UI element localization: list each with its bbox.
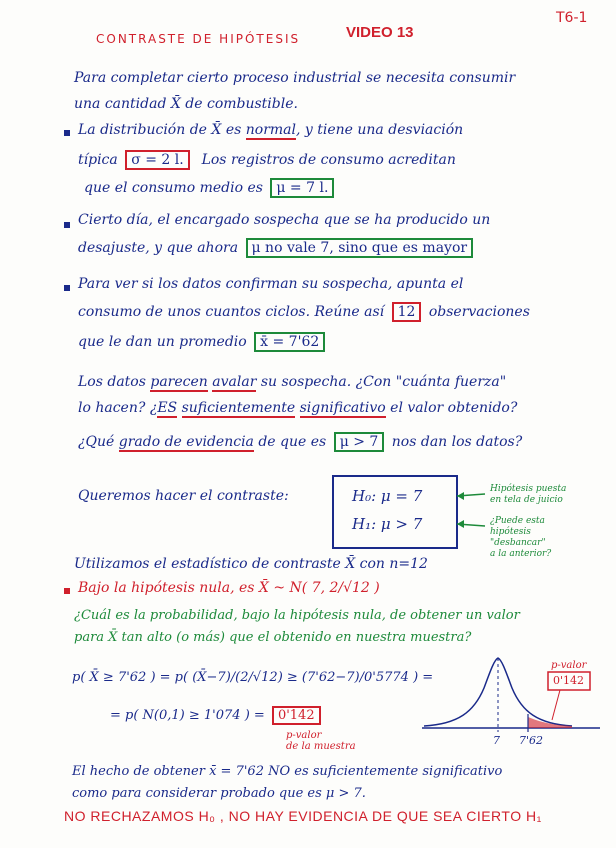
intro-line-1: Para completar cierto proceso industrial se necesita consumir	[74, 70, 516, 86]
mugt-box: μ > 7	[334, 432, 385, 452]
test-intro: Queremos hacer el contraste:	[78, 488, 289, 504]
q-parecen: parecen	[150, 374, 208, 390]
bullet-4	[64, 588, 70, 594]
p1-text-a: La distribución de X̄ es	[78, 122, 242, 138]
q-text-3a: ¿Qué	[78, 434, 115, 450]
graph-pvalue-label: p-valor	[551, 660, 587, 671]
q-es: ES	[157, 400, 178, 416]
h0-note	[490, 484, 566, 506]
p1-text-e: que el consumo medio es	[84, 180, 263, 196]
p1-text-b: , y tiene una desviación	[296, 122, 464, 138]
graph-x-tick: 7'62	[519, 734, 544, 747]
h1-note	[490, 516, 551, 560]
conclusion-verdict: NO RECHAZAMOS H₀ , NO HAY EVIDENCIA DE QUE SEA CIERTO H₁	[64, 808, 542, 824]
hypothesis-arrows	[455, 484, 489, 540]
stat-question-1: ¿Cuál es la probabilidad, bajo la hipótesis nula, de obtener un valor	[74, 608, 520, 623]
pvalue-note-line-1: p-valor	[286, 730, 322, 741]
q-text-1a: Los datos	[78, 374, 146, 390]
calc-text-2: = p( N(0,1) ≥ 1'074 ) =	[110, 708, 265, 723]
q-line-3	[78, 432, 522, 452]
bullet-2	[64, 222, 70, 228]
pvalue-note-line-2: de la muestra	[286, 741, 356, 752]
h0-note-line-1: Hipótesis puesta	[490, 484, 567, 494]
p3-line-1: Para ver si los datos confirman su sospecha, apunta el	[78, 276, 464, 292]
bullet-3	[64, 285, 70, 291]
normal-curve-graph	[418, 644, 604, 744]
calc-line-1: p( X̄ ≥ 7'62 ) = p( (X̄−7)/(2/√12) ≥ (7'62−7)/0'5774 ) =	[72, 670, 434, 685]
conclusion-line-1: El hecho de obtener x̄ = 7'62 NO es suficientemente significativo	[72, 764, 503, 779]
sigma-box: σ = 2 l.	[125, 150, 189, 170]
bullet-1	[64, 130, 70, 136]
h1-note-line-4: a la anterior?	[490, 549, 552, 559]
page-tag: T6-1	[556, 10, 588, 26]
p3-text-b: consumo de unos cuantos ciclos. Reúne así	[78, 304, 385, 320]
q-line-1	[78, 374, 506, 390]
stat-question-2: para X̄ tan alto (o más) que el obtenido en nuestra muestra?	[74, 630, 472, 645]
q-text-1b: su sospecha. ¿Con "cuánta fuerza"	[260, 374, 507, 390]
calc-line-2	[110, 706, 324, 725]
graph-mu-tick: 7	[493, 734, 500, 747]
q-significativo: significativo	[299, 400, 386, 416]
h0: H₀: μ = 7	[352, 487, 423, 505]
q-text-2b: el valor obtenido?	[390, 400, 518, 416]
p2-line-1: Cierto día, el encargado sospecha que se ha producido un	[78, 212, 491, 228]
p1-line-1	[78, 122, 463, 138]
video-label: VIDEO 13	[346, 24, 414, 41]
h1: H₁: μ > 7	[352, 515, 423, 533]
claim-box: μ no vale 7, sino que es mayor	[246, 238, 474, 258]
q-line-2	[78, 400, 517, 416]
h1-note-line-3: "desbancar"	[490, 538, 546, 548]
p2-line-2	[78, 238, 476, 258]
p3-line-2	[78, 302, 530, 322]
q-suficientemente: suficientemente	[181, 400, 296, 416]
p3-text-c: observaciones	[428, 304, 530, 320]
conclusion-line-2: como para considerar probado que es μ > 7.	[72, 786, 366, 801]
pvalue-note	[286, 730, 356, 752]
hypothesis-box	[332, 475, 458, 549]
p1-line-3	[84, 178, 337, 198]
p2-text-b: desajuste, y que ahora	[78, 240, 239, 256]
graph-pvalue-pointer	[552, 690, 560, 720]
n-box: 12	[392, 302, 422, 322]
q-avalar: avalar	[212, 374, 257, 390]
xbar-box: x̄ = 7'62	[254, 332, 325, 352]
h1-note-line-2: hipótesis	[490, 527, 531, 537]
p1-text-d: Los registros de consumo acreditan	[201, 152, 456, 168]
p1-line-2	[78, 150, 456, 170]
p1-text-c: típica	[78, 152, 118, 168]
intro-line-2: una cantidad X̄ de combustible.	[74, 96, 298, 112]
graph-curve	[424, 658, 572, 726]
h0-distribution: Bajo la hipótesis nula, es X̄ ~ N( 7, 2/√12 )	[78, 580, 380, 596]
p3-line-3	[78, 332, 328, 352]
h1-note-line-1: ¿Puede esta	[490, 516, 545, 526]
stat-line: Utilizamos el estadístico de contraste X̄ con n=12	[74, 556, 428, 572]
q-text-3b: de que es	[258, 434, 327, 450]
graph-pvalue-value: 0'142	[553, 674, 585, 687]
q-text-3c: nos dan los datos?	[391, 434, 523, 450]
p3-text-d: que le dan un promedio	[78, 334, 247, 350]
q-grado: grado de evidencia	[118, 434, 254, 450]
page-title: CONTRASTE DE HIPÓTESIS	[96, 32, 301, 46]
q-text-2a: lo hacen? ¿	[78, 400, 158, 416]
h0-note-line-2: en tela de juicio	[490, 495, 563, 505]
mu-box: μ = 7 l.	[270, 178, 334, 198]
pvalue-box: 0'142	[272, 706, 321, 725]
p1-normal: normal	[245, 122, 296, 138]
